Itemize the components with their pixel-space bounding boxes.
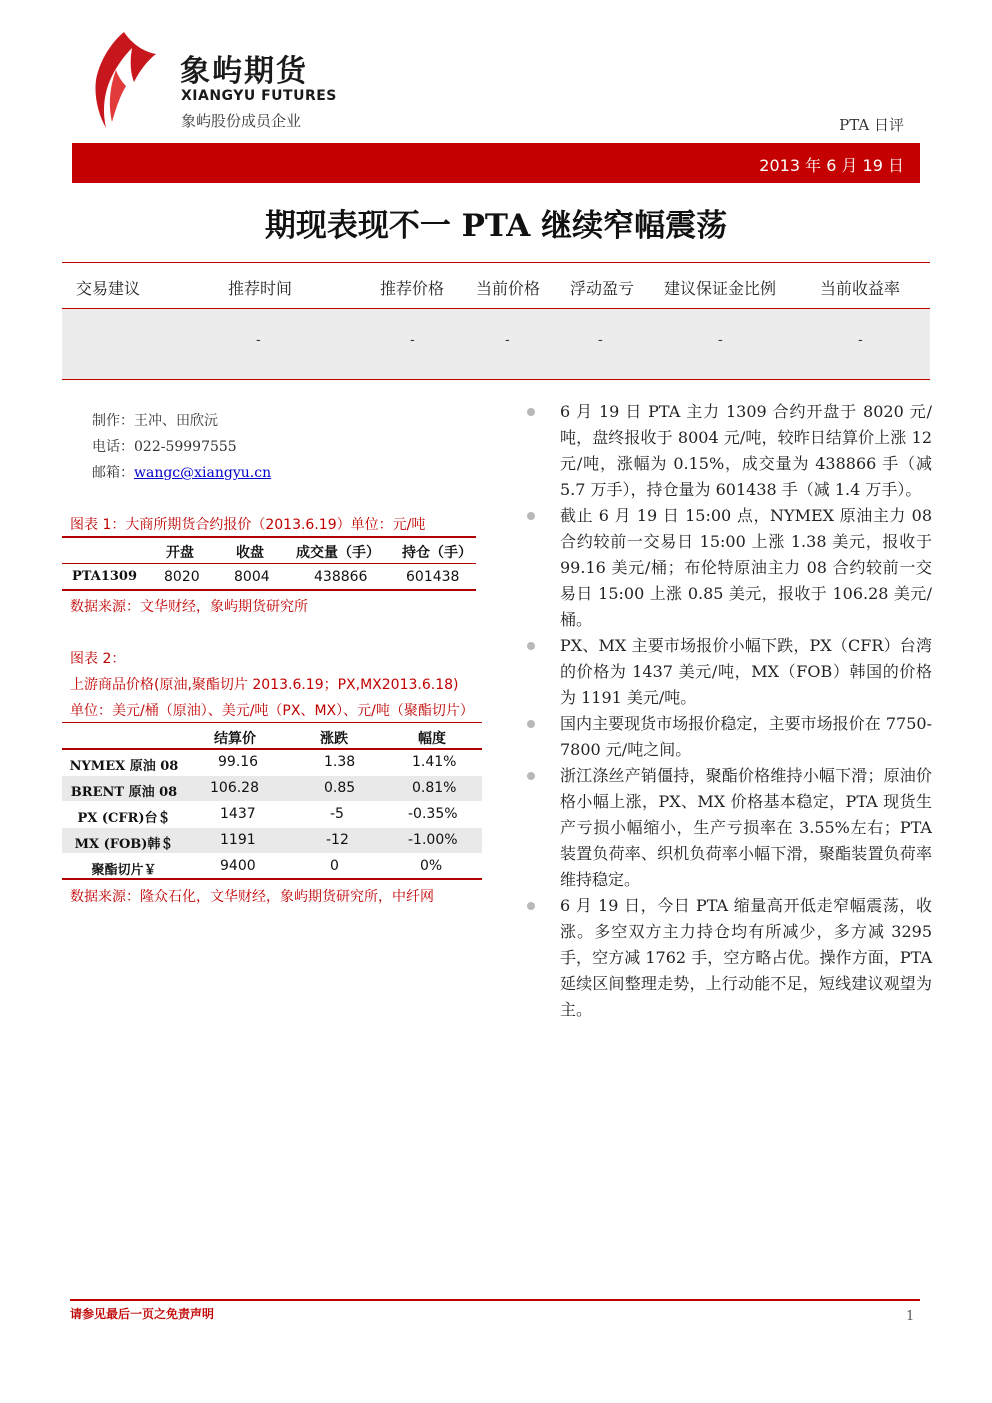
table2-header-change: 涨跌 [320,731,348,747]
rec-value-current-price: - [505,332,510,348]
date-banner [72,143,920,183]
table1-header-rule [62,563,476,564]
rec-header-time: 推荐时间 [228,279,293,298]
table2-row5-pct: 0% [420,858,443,874]
rec-table-bottom-rule [62,379,930,380]
table1-row-open: 8020 [164,569,200,585]
bullet-futures-summary: 6 月 19 日 PTA 主力 1309 合约开盘于 8020 元/吨，盘终报收于 8004 元/吨，较昨日结算价上涨 12 元/吨，涨幅为 0.15%，成交量为 438866 手（减 5.7 万手），持仓量为 601438 手（减 1.4 万手）。 [560,402,932,499]
bullet-icon [527,772,535,780]
rec-value-floating-pl: - [598,332,603,348]
table2-row4-change: -12 [326,832,349,848]
table2-row4-pct: -1.00% [408,832,458,848]
table2-row2-settle: 106.28 [210,780,259,796]
table2-row2-pct: 0.81% [412,780,457,796]
rec-value-time: - [256,332,261,348]
table2-row4-settle: 1191 [220,832,256,848]
page-number: 1 [906,1309,915,1324]
table2-row1-pct: 1.41% [412,754,457,770]
rec-value-return: - [858,332,863,348]
rec-value-rec-price: - [410,332,415,348]
rec-header-current-price: 当前价格 [476,279,541,298]
bullet-icon [527,408,535,416]
table1-row-close: 8004 [234,569,270,585]
email-label: 邮箱： [92,465,134,481]
table2-unit: 单位：美元/桶（原油）、美元/吨（PX、MX）、元/吨（聚酯切片） [70,703,474,719]
table2-row5-settle: 9400 [220,858,256,874]
table1-top-rule [62,536,476,538]
table2-row3-settle: 1437 [220,806,256,822]
phone: 电话：022-59997555 [92,439,237,455]
table2-label: 图表 2： [70,651,126,667]
rec-header-margin-ratio: 建议保证金比例 [664,279,777,298]
logo-subtitle: 象屿股份成员企业 [181,112,302,130]
table2-row4-name: MX (FOB)韩＄ [74,837,174,852]
table2-top-rule [62,722,482,723]
report-title: 期现表现不一 PTA 继续窄幅震荡 [264,208,728,244]
table2-header-pct: 幅度 [418,731,446,747]
document-type: PTA 日评 [839,116,904,134]
bullet-px-mx: PX、MX 主要市场报价小幅下跌，PX（CFR）台湾的价格为 1437 美元/吨，MX（FOB）韩国的价格为 1191 美元/吨。 [560,636,932,707]
logo-english-name: XIANGYU FUTURES [181,88,337,104]
table2-row3-change: -5 [330,806,344,822]
report-date: 2013 年 6 月 19 日 [759,156,904,175]
bullet-icon [527,902,535,910]
table1-row-volume: 438866 [314,569,368,585]
bullet-icon [527,720,535,728]
table2-row3-name: PX (CFR)台＄ [77,811,171,826]
table2-title: 上游商品价格(原油,聚酯切片 2013.6.19；PX,MX2013.6.18) [70,677,459,693]
rec-header-rec-price: 推荐价格 [380,279,445,298]
rec-value-margin-ratio: - [718,332,723,348]
table1-title: 图表 1：大商所期货合约报价（2013.6.19）单位：元/吨 [70,517,426,533]
footer-rule [70,1299,920,1301]
bullet-spot-market: 国内主要现货市场报价稳定，主要市场报价在 7750-7800 元/吨之间。 [560,714,932,759]
rec-header-advice: 交易建议 [76,279,141,298]
table1-row-oi: 601438 [406,569,460,585]
table2-bottom-rule [62,878,482,880]
disclaimer-note: 请参见最后一页之免责声明 [70,1307,215,1321]
author: 制作：王冲、田欣沅 [92,413,218,429]
table1-bottom-rule [62,589,476,591]
bullet-outlook: 6 月 19 日，今日 PTA 缩量高开低走窄幅震荡，收涨。多空双方主力持仓均有所减少，多方减 3295 手，空方减 1762 手，空方略占优。操作方面，PTA 延续区间整理走势，上行动能不足，短线建议观望为主。 [560,896,932,1019]
bullet-icon [527,642,535,650]
table2-row1-settle: 99.16 [218,754,259,770]
bullet-polyester: 浙江涤丝产销僵持，聚酯价格维持小幅下滑；原油价格小幅上涨，PX、MX 价格基本稳定，PTA 现货生产亏损小幅缩小，生产亏损率在 3.55%左右；PTA 装置负荷率、织机负荷率小幅下滑，聚酯装置负荷率维持稳定。 [560,766,932,889]
table1-header-close: 收盘 [236,545,264,561]
table2-row1-name: NYMEX 原油 08 [69,759,179,774]
table1-header-open: 开盘 [166,545,194,561]
table1-header-oi: 持仓（手） [402,545,472,561]
table2-row2-name: BRENT 原油 08 [70,785,178,800]
bullet-icon [527,512,535,520]
table2-row3-pct: -0.35% [408,806,458,822]
company-logo-icon [86,30,158,130]
table1-source: 数据来源：文华财经，象屿期货研究所 [70,599,308,615]
table2-header-settle: 结算价 [214,731,256,747]
rec-table-body [62,309,930,379]
email-link[interactable]: wangc@xiangyu.cn [134,465,272,481]
logo-chinese-name: 象屿期货 [180,54,308,89]
table2-row2-change: 0.85 [324,780,356,796]
rec-header-return: 当前收益率 [820,279,901,298]
table1-header-volume: 成交量（手） [296,545,380,561]
email-row [92,462,271,482]
table2-row1-change: 1.38 [324,754,356,770]
table1-row-contract: PTA1309 [72,569,138,584]
bullet-crude-oil: 截止 6 月 19 日 15:00 点，NYMEX 原油主力 08 合约较前一交易日 15:00 上涨 1.38 美元，报收于 99.16 美元/桶；布伦特原油主力 08 合约较前一交易日 15:00 上涨 0.85 美元，报收于 106.28 美元/桶。 [560,506,932,629]
table2-source: 数据来源：隆众石化，文华财经，象屿期货研究所，中纤网 [70,889,434,905]
table2-header-rule [62,748,482,750]
table2-row5-name: 聚酯切片￥ [91,863,157,878]
rec-table-top-rule [62,262,930,263]
table2-row5-change: 0 [330,858,339,874]
rec-header-floating-pl: 浮动盈亏 [570,279,635,298]
